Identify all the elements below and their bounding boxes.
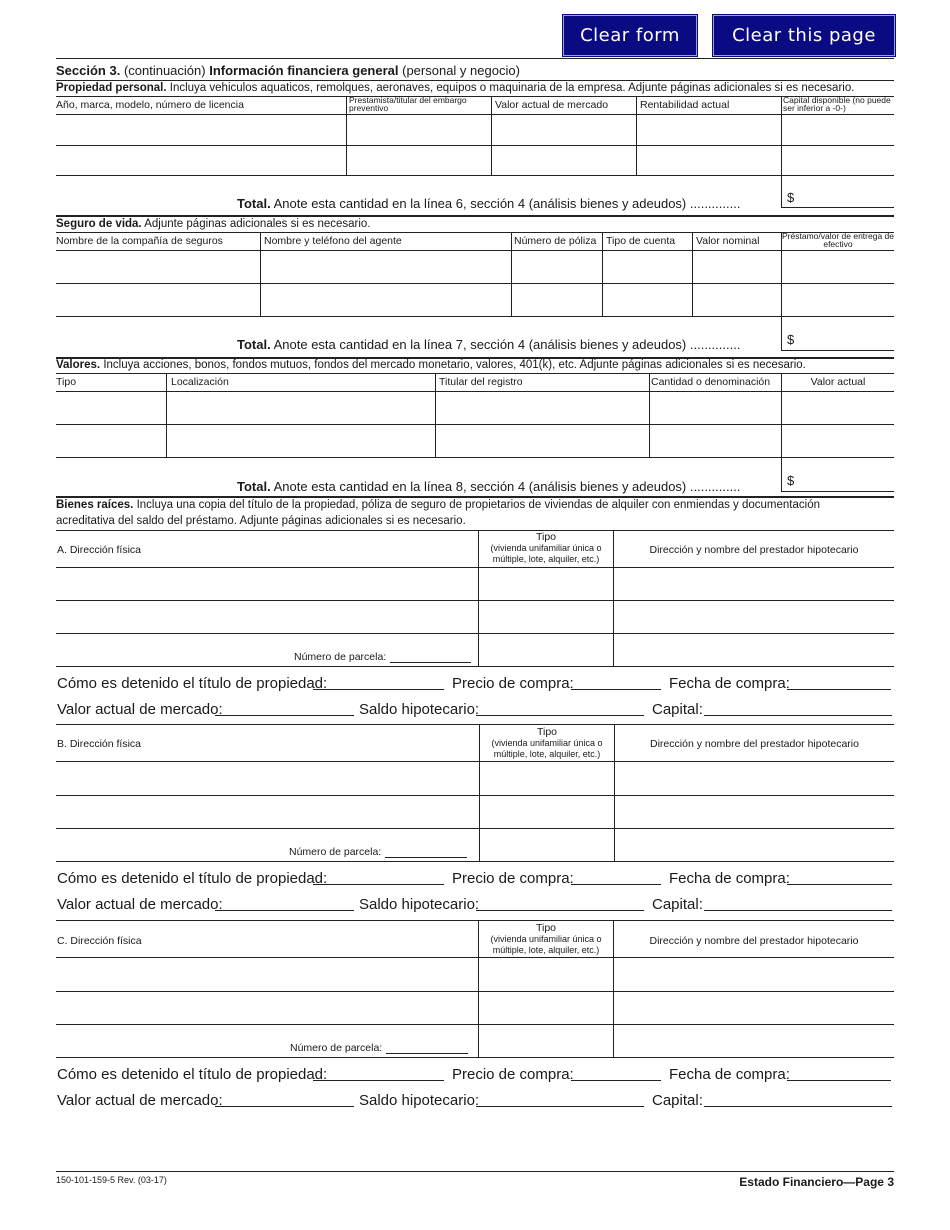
li-row2-cash-value-input[interactable] xyxy=(782,284,894,316)
prop-b-purchase-date-input[interactable] xyxy=(787,884,892,885)
real-estate-description-2: acreditativa del saldo del préstamo. Adjunte páginas adicionales si es necesario. xyxy=(56,515,466,527)
personal-property-intro xyxy=(56,83,854,95)
prop-b-address-input-1[interactable] xyxy=(56,762,479,795)
sec-section-end-rule xyxy=(56,496,894,498)
prop-a-equity-label: Capital: xyxy=(652,701,703,718)
li-col-agent: Nombre y teléfono del agente xyxy=(264,235,402,247)
sec-col-quantity: Cantidad o denominación xyxy=(651,376,771,388)
li-row2-company-input[interactable] xyxy=(56,284,260,316)
li-row1-company-input[interactable] xyxy=(56,251,260,283)
prop-c-mortgage-balance-label: Saldo hipotecario: xyxy=(359,1092,480,1109)
sec-header-rule xyxy=(56,373,894,374)
sec-total-dollar: $ xyxy=(787,473,795,488)
pp-row1-equity-input[interactable] xyxy=(782,115,894,145)
pp-row1-market-value-input[interactable] xyxy=(492,115,636,145)
pp-row1-profitability-input[interactable] xyxy=(637,115,781,145)
li-total-line xyxy=(237,338,740,351)
prop-c-address-input-1[interactable] xyxy=(56,958,478,991)
form-number: 150-101-159-5 Rev. (03-17) xyxy=(56,1175,167,1185)
li-total-dollar: $ xyxy=(787,332,795,347)
prop-c-parcel-label: Número de parcela: xyxy=(290,1042,383,1054)
prop-b-address-input-2[interactable] xyxy=(56,796,479,828)
prop-b-mortgage-balance-input[interactable] xyxy=(476,910,644,911)
sec-row1-holder-input[interactable] xyxy=(436,392,649,424)
pp-row2-equity-input[interactable] xyxy=(782,146,894,175)
prop-c-market-value-label: Valor actual de mercado: xyxy=(57,1092,223,1109)
header-bottom-rule xyxy=(56,80,894,81)
sec-row1-quantity-input[interactable] xyxy=(650,392,781,424)
prop-c-title-held-label: Cómo es detenido el título de propiedad: xyxy=(57,1066,328,1083)
securities-label: Valores. xyxy=(56,359,101,371)
sec-total-text: Anote esta cantidad en la línea 8, sección 4 (análisis bienes y adeudos) .............. xyxy=(273,479,741,494)
prop-b-mortgage-balance-label: Saldo hipotecario: xyxy=(359,896,480,913)
pp-total-dollar: $ xyxy=(787,190,795,205)
prop-a-purchase-price-label: Precio de compra: xyxy=(452,675,574,692)
sec-total-underline xyxy=(781,491,894,492)
li-row1-cash-value-input[interactable] xyxy=(782,251,894,283)
prop-a-address-input-2[interactable] xyxy=(56,601,478,633)
footer-rule xyxy=(56,1171,894,1172)
sec-row2-holder-input[interactable] xyxy=(436,425,649,457)
sec-row2-location-input[interactable] xyxy=(167,425,435,457)
prop-c-title-held-input[interactable] xyxy=(313,1080,444,1081)
prop-b-equity-input[interactable] xyxy=(704,910,892,911)
li-total-underline xyxy=(781,350,894,351)
prop-a-purchase-date-label: Fecha de compra: xyxy=(669,675,790,692)
li-row2-face-value-input[interactable] xyxy=(693,284,781,316)
pp-row2-vehicle-input[interactable] xyxy=(56,146,346,175)
prop-c-parcel-input[interactable] xyxy=(386,1053,468,1054)
prop-b-purchase-date-label: Fecha de compra: xyxy=(669,870,790,887)
pp-row2-market-value-input[interactable] xyxy=(492,146,636,175)
li-row1-policy-input[interactable] xyxy=(512,251,602,283)
li-header-rule xyxy=(56,232,894,233)
prop-c-lender-label: Dirección y nombre del prestador hipotecario xyxy=(649,935,859,947)
sec-total-line xyxy=(237,480,740,493)
pp-section-end-rule xyxy=(56,215,894,217)
page-label: Estado Financiero—Page 3 xyxy=(739,1175,894,1189)
prop-a-market-value-label: Valor actual de mercado: xyxy=(57,701,223,718)
sec-row-rule-3 xyxy=(56,457,894,458)
prop-c-type-input[interactable] xyxy=(479,958,613,1057)
clear-page-button[interactable]: Clear this page xyxy=(713,15,895,56)
prop-c-purchase-date-input[interactable] xyxy=(787,1080,891,1081)
sec-row1-location-input[interactable] xyxy=(167,392,435,424)
personal-property-label: Propiedad personal. xyxy=(56,82,167,94)
sec-row1-type-input[interactable] xyxy=(56,392,166,424)
pp-row2-profitability-input[interactable] xyxy=(637,146,781,175)
li-col-policy-number: Número de póliza xyxy=(514,235,597,247)
pp-row1-vehicle-input[interactable] xyxy=(56,115,346,145)
prop-a-lender-label: Dirección y nombre del prestador hipotecario xyxy=(649,544,859,556)
prop-b-type-note: (vivienda unifamiliar única o múltiple, lote, alquiler, etc.) xyxy=(491,738,603,759)
pp-row1-lienholder-input[interactable] xyxy=(347,115,491,145)
sec-row2-type-input[interactable] xyxy=(56,425,166,457)
li-total-label: Total. xyxy=(237,337,271,352)
prop-c-lender-input[interactable] xyxy=(614,958,894,1057)
prop-a-lender-input[interactable] xyxy=(614,568,894,666)
prop-a-title-held-label: Cómo es detenido el título de propiedad: xyxy=(57,675,328,692)
li-row1-account-type-input[interactable] xyxy=(603,251,692,283)
prop-a-type-input[interactable] xyxy=(479,568,613,666)
section-continuation: (continuación) xyxy=(123,63,206,78)
sec-total-label: Total. xyxy=(237,479,271,494)
pp-col-vehicle: Año, marca, modelo, número de licencia xyxy=(56,99,244,111)
prop-c-address-label: C. Dirección física xyxy=(57,935,142,947)
prop-c-type-label: Tipo xyxy=(535,922,557,934)
real-estate-label: Bienes raíces. xyxy=(56,499,134,511)
header-top-rule xyxy=(56,58,894,59)
prop-a-purchase-date-input[interactable] xyxy=(787,689,891,690)
prop-c-market-value-input[interactable] xyxy=(215,1106,354,1107)
pp-col-lienholder: Prestamista/titular del embargo preventivo xyxy=(349,95,467,114)
prop-b-top-rule xyxy=(56,724,894,725)
life-insurance-label: Seguro de vida. xyxy=(56,218,142,230)
pp-total-underline xyxy=(781,207,894,208)
prop-b-title-held-label: Cómo es detenido el título de propiedad: xyxy=(57,870,328,887)
prop-b-parcel-label: Número de parcela: xyxy=(289,846,382,858)
pp-total-input[interactable] xyxy=(797,185,893,207)
prop-b-lender-input[interactable] xyxy=(615,762,894,861)
pp-total-text: Anote esta cantidad en la línea 6, sección 4 (análisis bienes y adeudos) .............. xyxy=(273,196,741,211)
pp-row-rule-3 xyxy=(56,175,894,176)
prop-a-parcel-input[interactable] xyxy=(390,662,471,663)
li-row-rule-3 xyxy=(56,316,894,317)
li-col-face-value: Valor nominal xyxy=(696,235,760,247)
prop-a-market-value-input[interactable] xyxy=(215,715,354,716)
prop-a-equity-input[interactable] xyxy=(704,715,892,716)
sec-row1-value-input[interactable] xyxy=(782,392,894,424)
pp-col-current-profitability: Rentabilidad actual xyxy=(640,99,730,111)
prop-b-purchase-price-input[interactable] xyxy=(571,884,661,885)
prop-a-type-label: Tipo xyxy=(535,531,557,543)
pp-col-market-value: Valor actual de mercado xyxy=(495,99,609,111)
prop-b-equity-label: Capital: xyxy=(652,896,703,913)
prop-c-purchase-date-label: Fecha de compra: xyxy=(669,1066,790,1083)
securities-intro xyxy=(56,360,806,372)
prop-c-top-rule xyxy=(56,920,894,921)
clear-form-button[interactable]: Clear form xyxy=(563,15,697,56)
prop-b-purchase-price-label: Precio de compra: xyxy=(452,870,574,887)
real-estate-description-1: Incluya una copia del título de la propiedad, póliza de seguro de propietarios de viviendas de alquiler con enmiendas y documentación xyxy=(136,499,820,511)
real-estate-intro xyxy=(56,500,820,512)
pp-total-label: Total. xyxy=(237,196,271,211)
li-row2-account-type-input[interactable] xyxy=(603,284,692,316)
prop-c-purchase-price-input[interactable] xyxy=(571,1080,661,1081)
li-row1-face-value-input[interactable] xyxy=(693,251,781,283)
section-scope: (personal y negocio) xyxy=(402,63,520,78)
prop-c-equity-label: Capital: xyxy=(652,1092,703,1109)
sec-col-holder: Titular del registro xyxy=(439,376,523,388)
section-title: Información financiera general xyxy=(209,63,399,78)
prop-b-title-held-input[interactable] xyxy=(313,884,444,885)
sec-col-current-value: Valor actual xyxy=(810,376,866,388)
prop-c-purchase-price-label: Precio de compra: xyxy=(452,1066,574,1083)
prop-c-equity-input[interactable] xyxy=(704,1106,892,1107)
prop-a-mortgage-balance-label: Saldo hipotecario: xyxy=(359,701,480,718)
prop-b-address-label: B. Dirección física xyxy=(57,738,142,750)
li-row2-agent-input[interactable] xyxy=(261,284,511,316)
li-row2-policy-input[interactable] xyxy=(512,284,602,316)
li-total-input[interactable] xyxy=(797,327,893,349)
li-col-cash-value: Préstamo/valor de entrega de efectivo xyxy=(782,231,894,250)
section-header xyxy=(56,64,520,77)
prop-b-market-value-input[interactable] xyxy=(215,910,354,911)
section-number: Sección 3. xyxy=(56,63,121,78)
prop-a-address-label: A. Dirección física xyxy=(57,544,142,556)
prop-c-address-input-2[interactable] xyxy=(56,992,478,1024)
sec-col-location: Localización xyxy=(171,376,229,388)
pp-row2-lienholder-input[interactable] xyxy=(347,146,491,175)
li-col-account-type: Tipo de cuenta xyxy=(606,235,676,247)
prop-b-lender-label: Dirección y nombre del prestador hipotecario xyxy=(650,738,859,750)
prop-c-row-rule-4 xyxy=(56,1057,894,1058)
sec-row2-value-input[interactable] xyxy=(782,425,894,457)
prop-b-row-rule-4 xyxy=(56,861,894,862)
prop-b-parcel-input[interactable] xyxy=(385,857,467,858)
securities-description: Incluya acciones, bonos, fondos mutuos, fondos del mercado monetario, valores, 401(k), etc. Adjunte páginas adicionales si es necesario. xyxy=(103,359,806,371)
li-row1-agent-input[interactable] xyxy=(261,251,511,283)
life-insurance-intro xyxy=(56,219,371,231)
prop-a-top-rule xyxy=(56,530,894,531)
pp-col-available-equity: Capital disponible (no puede ser inferior a -0-) xyxy=(783,95,891,114)
prop-a-title-held-input[interactable] xyxy=(313,689,444,690)
prop-b-type-label: Tipo xyxy=(536,726,558,738)
li-col-company: Nombre de la compañía de seguros xyxy=(56,235,223,247)
prop-a-address-input-1[interactable] xyxy=(56,568,478,600)
li-total-text: Anote esta cantidad en la línea 7, sección 4 (análisis bienes y adeudos) .............. xyxy=(273,337,741,352)
prop-a-type-note: (vivienda unifamiliar única o múltiple, lote, alquiler, etc.) xyxy=(490,543,602,564)
pp-total-line xyxy=(237,197,740,210)
prop-a-row-rule-4 xyxy=(56,666,894,667)
prop-c-mortgage-balance-input[interactable] xyxy=(476,1106,644,1107)
sec-total-input[interactable] xyxy=(797,468,893,490)
prop-a-purchase-price-input[interactable] xyxy=(571,689,661,690)
prop-a-mortgage-balance-input[interactable] xyxy=(476,715,644,716)
prop-b-type-input[interactable] xyxy=(480,762,614,861)
life-insurance-description: Adjunte páginas adicionales si es necesario. xyxy=(144,218,371,230)
sec-col-type: Tipo xyxy=(56,376,77,388)
prop-b-market-value-label: Valor actual de mercado: xyxy=(57,896,223,913)
prop-a-parcel-label: Número de parcela: xyxy=(294,651,387,663)
personal-property-description: Incluya vehiculos aquaticos, remolques, aeronaves, equipos o maquinaria de la empresa. Adjunte páginas adicionales si es necesario. xyxy=(169,82,855,94)
prop-c-type-note: (vivienda unifamiliar única o múltiple, lote, alquiler, etc.) xyxy=(490,934,602,955)
sec-row2-quantity-input[interactable] xyxy=(650,425,781,457)
